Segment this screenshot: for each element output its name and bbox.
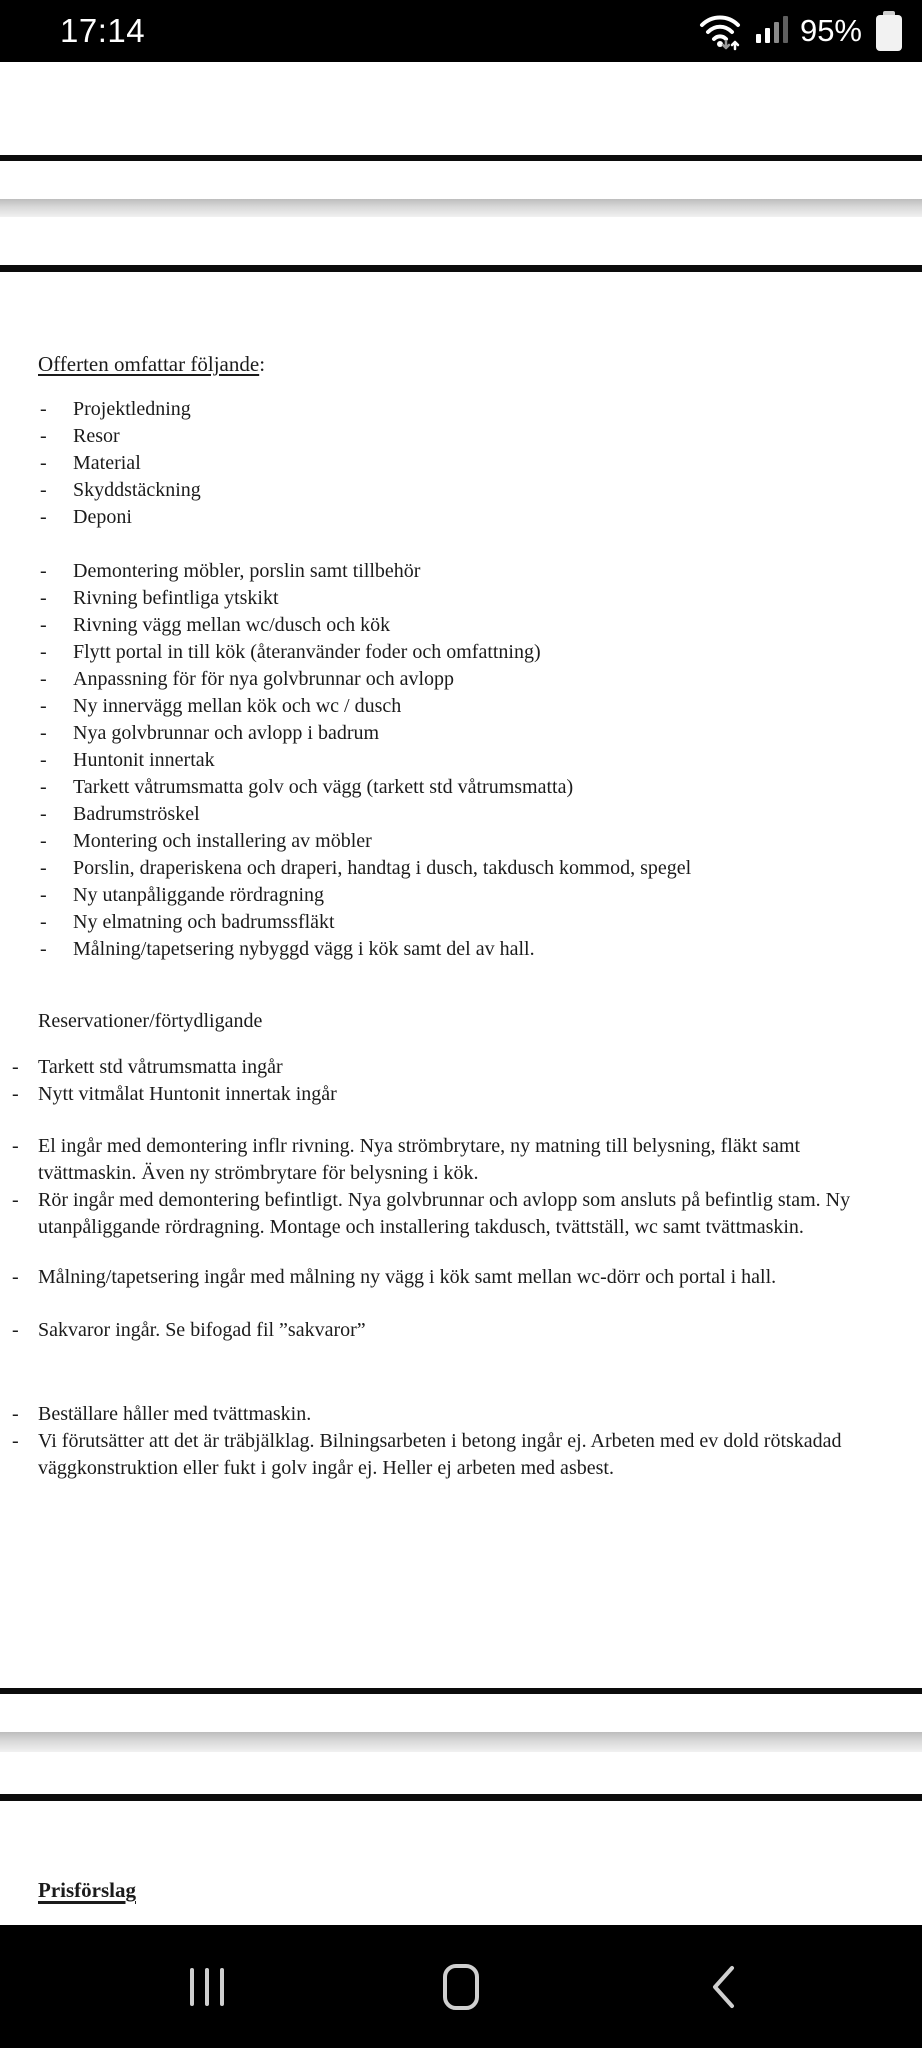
bullet-dash: -: [40, 560, 47, 582]
bullet-dash: -: [40, 911, 47, 933]
list-item: [40, 855, 890, 882]
reservations-heading: Reservationer/förtydligande: [38, 1010, 263, 1032]
bullet-dash: -: [12, 1266, 19, 1288]
list-item-text: Demontering möbler, porslin samt tillbehör: [73, 560, 421, 582]
bullet-dash: -: [12, 1083, 19, 1105]
bullet-dash: -: [40, 884, 47, 906]
bullet-dash: -: [40, 614, 47, 636]
status-icons: [696, 11, 902, 51]
bullet-dash: -: [40, 398, 47, 420]
bullet-dash: -: [40, 479, 47, 501]
bullet-dash: -: [40, 938, 47, 960]
list-item: [40, 504, 890, 531]
bullet-dash: -: [12, 1135, 19, 1157]
bullet-dash: -: [40, 776, 47, 798]
list-item-text: Porslin, draperiskena och draperi, handtag i dusch, takdusch kommod, spegel: [73, 857, 692, 879]
bullet-dash: -: [40, 641, 47, 663]
bullet-dash: -: [12, 1056, 19, 1078]
list-item: [40, 909, 890, 936]
list-item: [40, 747, 890, 774]
recents-icon: [190, 1968, 224, 2006]
list-item-text: Tarkett våtrumsmatta golv och vägg (tarkett std våtrumsmatta): [73, 776, 574, 798]
list-item-text: Material: [73, 452, 141, 474]
list-item: [12, 1428, 890, 1482]
list-item-text: Ny utanpåliggande rördragning: [73, 884, 325, 906]
bullet-dash: -: [12, 1189, 19, 1211]
list-item-text: Deponi: [73, 506, 132, 528]
recents-button[interactable]: [147, 1925, 267, 2048]
list-item-text: El ingår med demontering inflr rivning. Nya strömbrytare, ny matning till belysning, fläkt samt tvättmaskin. Även ny strömbrytare för belysning i kök.: [38, 1135, 801, 1184]
list-item: [40, 558, 890, 585]
list-item-text: Huntonit innertak: [73, 749, 215, 771]
list-item-text: Rivning befintliga ytskikt: [73, 587, 279, 609]
list-item-text: Tarkett std våtrumsmatta ingår: [38, 1056, 283, 1078]
signal-strength-icon: [756, 16, 788, 46]
page-border-line: [0, 1794, 922, 1801]
list-item-text: Målning/tapetsering ingår med målning ny vägg i kök samt mellan wc-dörr och portal i hall.: [38, 1266, 777, 1288]
battery-percent: 95%: [799, 13, 862, 48]
pdf-viewer[interactable]: [0, 62, 922, 1925]
bullet-dash: -: [40, 749, 47, 771]
list-item: [40, 882, 890, 909]
list-item: [12, 1317, 890, 1344]
list-item: [40, 936, 890, 963]
offer-list-general: [40, 396, 890, 531]
page-separator-band: [0, 1732, 922, 1752]
list-item: [40, 585, 890, 612]
bullet-dash: -: [12, 1319, 19, 1341]
offer-scope-heading-colon: :: [259, 352, 266, 376]
bullet-dash: -: [40, 722, 47, 744]
list-item-text: Sakvaror ingår. Se bifogad fil ”sakvaror”: [38, 1319, 366, 1341]
page-border-line: [0, 265, 922, 272]
page-border-line: [0, 155, 922, 161]
list-item-text: Vi förutsätter att det är träbjälklag. Bilningsarbeten i betong ingår ej. Arbeten med ev dold rötskadad väggkonstruktion eller fukt i golv ingår ej. Heller ej arbeten med asbest.: [38, 1430, 842, 1479]
list-item-text: Skyddstäckning: [73, 479, 201, 501]
list-item-text: Rivning vägg mellan wc/dusch och kök: [73, 614, 391, 636]
list-item-text: Ny innervägg mellan kök och wc / dusch: [73, 695, 402, 717]
list-item-text: Nya golvbrunnar och avlopp i badrum: [73, 722, 380, 744]
bullet-dash: -: [40, 425, 47, 447]
list-item: [40, 774, 890, 801]
list-item: [40, 720, 890, 747]
bullet-dash: -: [40, 857, 47, 879]
list-item: [40, 612, 890, 639]
offer-scope-heading: [38, 352, 265, 377]
bullet-dash: -: [40, 587, 47, 609]
page-separator-band: [0, 199, 922, 217]
battery-icon: [876, 11, 902, 51]
offer-scope-heading-text: Offerten omfattar följande: [38, 352, 260, 376]
status-time: 17:14: [60, 12, 146, 49]
bullet-dash: -: [40, 506, 47, 528]
navigation-bar: [0, 1925, 922, 2048]
list-item: [12, 1187, 890, 1241]
list-item-text: Projektledning: [73, 398, 191, 420]
list-item: [12, 1401, 890, 1428]
bullet-dash: -: [12, 1403, 19, 1425]
list-item: [40, 693, 890, 720]
list-item-text: Resor: [73, 425, 120, 447]
list-item-text: Ny elmatning och badrumssfläkt: [73, 911, 335, 933]
list-item: [40, 828, 890, 855]
back-icon: [710, 1965, 736, 2009]
bullet-dash: -: [40, 803, 47, 825]
home-icon: [443, 1964, 479, 2010]
list-item: [40, 666, 890, 693]
list-item-text: Badrumströskel: [73, 803, 200, 825]
list-item: [12, 1054, 890, 1081]
list-item: [40, 396, 890, 423]
list-item: [40, 423, 890, 450]
list-item-text: Beställare håller med tvättmaskin.: [38, 1403, 312, 1425]
bullet-dash: -: [40, 830, 47, 852]
list-item-text: Nytt vitmålat Huntonit innertak ingår: [38, 1083, 337, 1105]
list-item: [12, 1081, 890, 1108]
list-item: [40, 801, 890, 828]
list-item-text: Målning/tapetsering nybyggd vägg i kök samt del av hall.: [73, 938, 535, 960]
bullet-dash: -: [40, 668, 47, 690]
price-proposal-heading: Prisförslag: [38, 1878, 136, 1902]
bullet-dash: -: [12, 1430, 19, 1452]
list-item-text: Anpassning för för nya golvbrunnar och avlopp: [73, 668, 455, 690]
list-item: [12, 1133, 890, 1187]
home-button[interactable]: [401, 1925, 521, 2048]
list-item-text: Flytt portal in till kök (återanvänder foder och omfattning): [73, 641, 541, 663]
bullet-dash: -: [40, 452, 47, 474]
reservations-list: [12, 1054, 890, 1482]
status-bar: [0, 0, 922, 62]
list-item-text: Rör ingår med demontering befintligt. Nya golvbrunnar och avlopp som ansluts på befintlig stam. Ny utanpåliggande rördragning. Montage och installering takdusch, tvättställ, wc samt tvättmaskin.: [38, 1189, 851, 1238]
list-item: [40, 450, 890, 477]
list-item: [12, 1264, 890, 1291]
back-button[interactable]: [663, 1925, 783, 2048]
list-item: [40, 477, 890, 504]
list-item-text: Montering och installering av möbler: [73, 830, 372, 852]
page-border-line: [0, 1688, 922, 1694]
wifi-icon: [696, 11, 744, 51]
bullet-dash: -: [40, 695, 47, 717]
list-item: [40, 639, 890, 666]
offer-list-work: [40, 558, 890, 963]
